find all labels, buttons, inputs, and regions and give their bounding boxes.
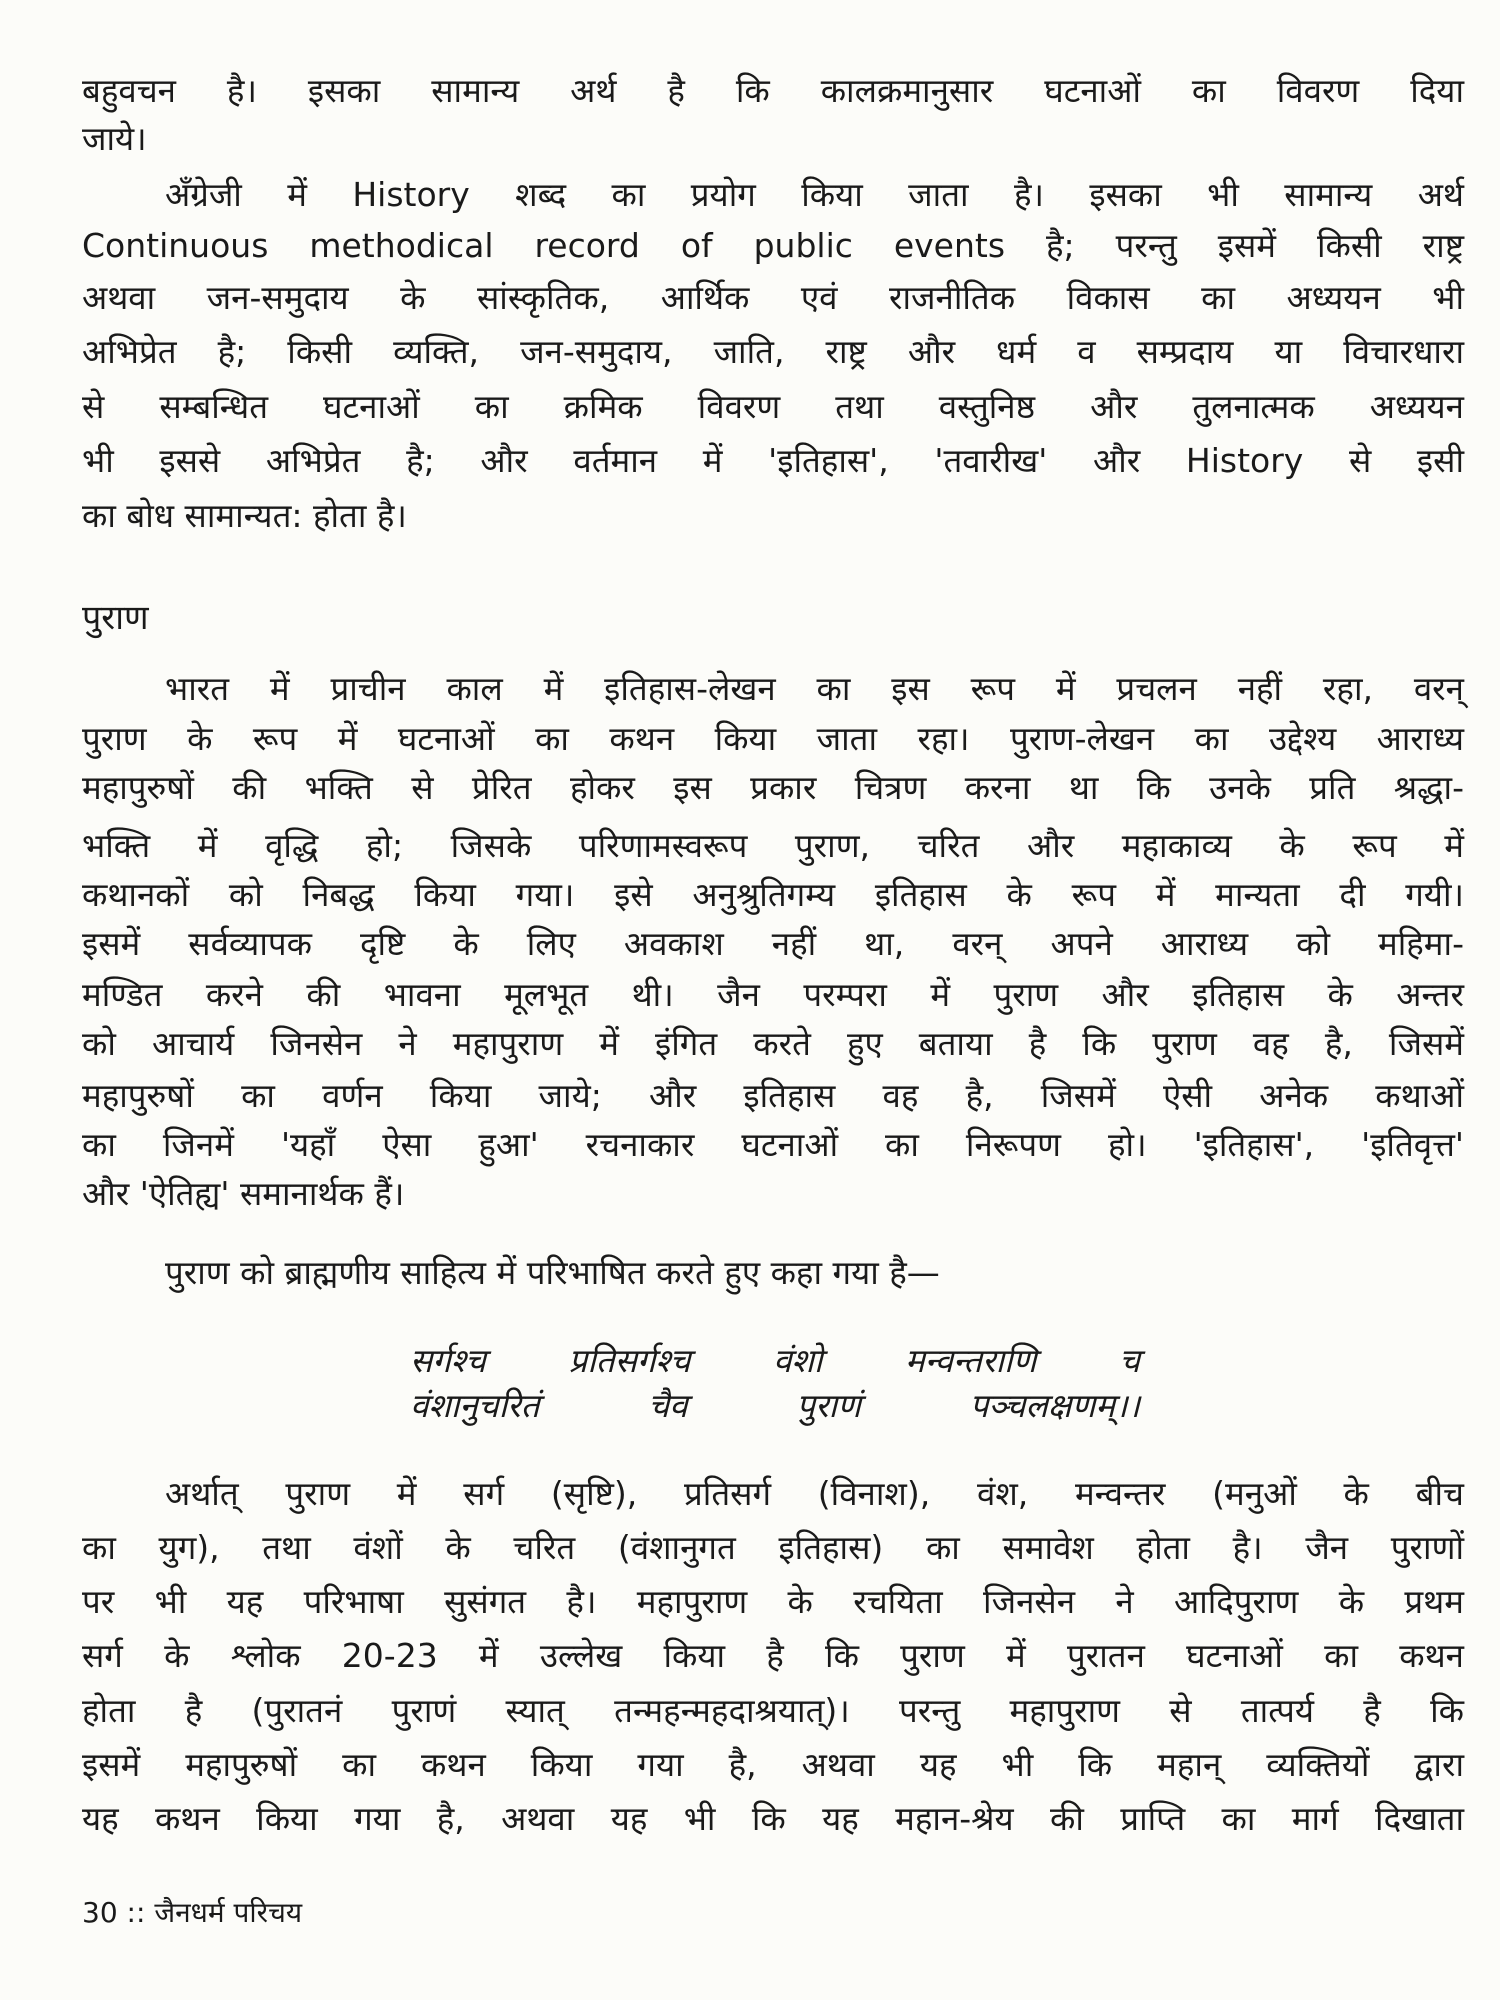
- text-line: और 'ऐतिह्य' समानार्थक हैं।: [82, 1174, 405, 1213]
- text-line: यह कथन किया गया है, अथवा यह भी कि यह महान-श्रेय की प्राप्ति का मार्ग दिखाता: [82, 1799, 1464, 1838]
- text-line: पुराण को ब्राह्मणीय साहित्य में परिभाषित करते हुए कहा गया है—: [165, 1253, 940, 1292]
- text-line: इसमें महापुरुषों का कथन किया गया है, अथवा यह भी कि महान् व्यक्तियों द्वारा: [82, 1745, 1464, 1784]
- text-line: अँग्रेजी में History शब्द का प्रयोग किया जाता है। इसका भी सामान्य अर्थ: [165, 175, 1464, 214]
- verse-line: वंशानुचरितं चैव पुराणं पञ्चलक्षणम्।।: [410, 1386, 1140, 1425]
- verse-line: सर्गश्च प्रतिसर्गश्च वंशो मन्वन्तराणि च: [410, 1341, 1140, 1380]
- text-line: अर्थात् पुराण में सर्ग (सृष्टि), प्रतिसर्ग (विनाश), वंश, मन्वन्तर (मनुओं के बीच: [165, 1474, 1464, 1513]
- text-line: Continuous methodical record of public events है; परन्तु इसमें किसी राष्ट्र: [82, 226, 1464, 265]
- text-line: मण्डित करने की भावना मूलभूत थी। जैन परम्परा में पुराण और इतिहास के अन्तर: [82, 975, 1464, 1014]
- text-line: सर्ग के श्लोक 20-23 में उल्लेख किया है कि पुराण में पुरातन घटनाओं का कथन: [82, 1636, 1464, 1675]
- text-line: भारत में प्राचीन काल में इतिहास-लेखन का इस रूप में प्रचलन नहीं रहा, वरन्: [165, 669, 1464, 708]
- text-line: बहुवचन है। इसका सामान्य अर्थ है कि कालक्रमानुसार घटनाओं का विवरण दिया: [82, 71, 1464, 110]
- text-line: जाये।: [82, 119, 147, 158]
- footer-separator: ::: [126, 1896, 146, 1929]
- text-line: महापुरुषों की भक्ति से प्रेरित होकर इस प्रकार चित्रण करना था कि उनके प्रति श्रद्धा-: [82, 768, 1464, 807]
- text-line: अभिप्रेत है; किसी व्यक्ति, जन-समुदाय, जाति, राष्ट्र और धर्म व सम्प्रदाय या विचारधारा: [82, 332, 1464, 371]
- section-heading: पुराण: [82, 598, 149, 638]
- text-line: अथवा जन-समुदाय के सांस्कृतिक, आर्थिक एवं राजनीतिक विकास का अध्ययन भी: [82, 278, 1464, 317]
- text-line: इसमें सर्वव्यापक दृष्टि के लिए अवकाश नहीं था, वरन् अपने आराध्य को महिमा-: [82, 924, 1464, 963]
- text-line: का युग), तथा वंशों के चरित (वंशानुगत इतिहास) का समावेश होता है। जैन पुराणों: [82, 1528, 1464, 1567]
- book-title: जैनधर्म परिचय: [154, 1896, 303, 1929]
- text-line: भक्ति में वृद्धि हो; जिसके परिणामस्वरूप पुराण, चरित और महाकाव्य के रूप में: [82, 826, 1464, 865]
- text-line: से सम्बन्धित घटनाओं का क्रमिक विवरण तथा वस्तुनिष्ठ और तुलनात्मक अध्ययन: [82, 387, 1464, 426]
- text-line: पर भी यह परिभाषा सुसंगत है। महापुराण के रचयिता जिनसेन ने आदिपुराण के प्रथम: [82, 1582, 1464, 1621]
- text-line: महापुरुषों का वर्णन किया जाये; और इतिहास वह है, जिसमें ऐसी अनेक कथाओं: [82, 1076, 1464, 1115]
- text-line: का बोध सामान्यत: होता है।: [82, 496, 407, 535]
- page-footer: [82, 1893, 302, 1933]
- text-line: भी इससे अभिप्रेत है; और वर्तमान में 'इतिहास', 'तवारीख' और History से इसी: [82, 441, 1464, 480]
- text-line: का जिनमें 'यहाँ ऐसा हुआ' रचनाकार घटनाओं का निरूपण हो। 'इतिहास', 'इतिवृत्त': [82, 1125, 1464, 1164]
- page-number: 30: [82, 1896, 118, 1929]
- text-line: कथानकों को निबद्ध किया गया। इसे अनुश्रुतिगम्य इतिहास के रूप में मान्यता दी गयी।: [82, 875, 1464, 914]
- text-line: को आचार्य जिनसेन ने महापुराण में इंगित करते हुए बताया है कि पुराण वह है, जिसमें: [82, 1024, 1464, 1063]
- text-line: होता है (पुरातनं पुराणं स्यात् तन्महन्महदाश्रयात्)। परन्तु महापुराण से तात्पर्य है कि: [82, 1691, 1464, 1730]
- text-line: पुराण के रूप में घटनाओं का कथन किया जाता रहा। पुराण-लेखन का उद्देश्य आराध्य: [82, 719, 1464, 758]
